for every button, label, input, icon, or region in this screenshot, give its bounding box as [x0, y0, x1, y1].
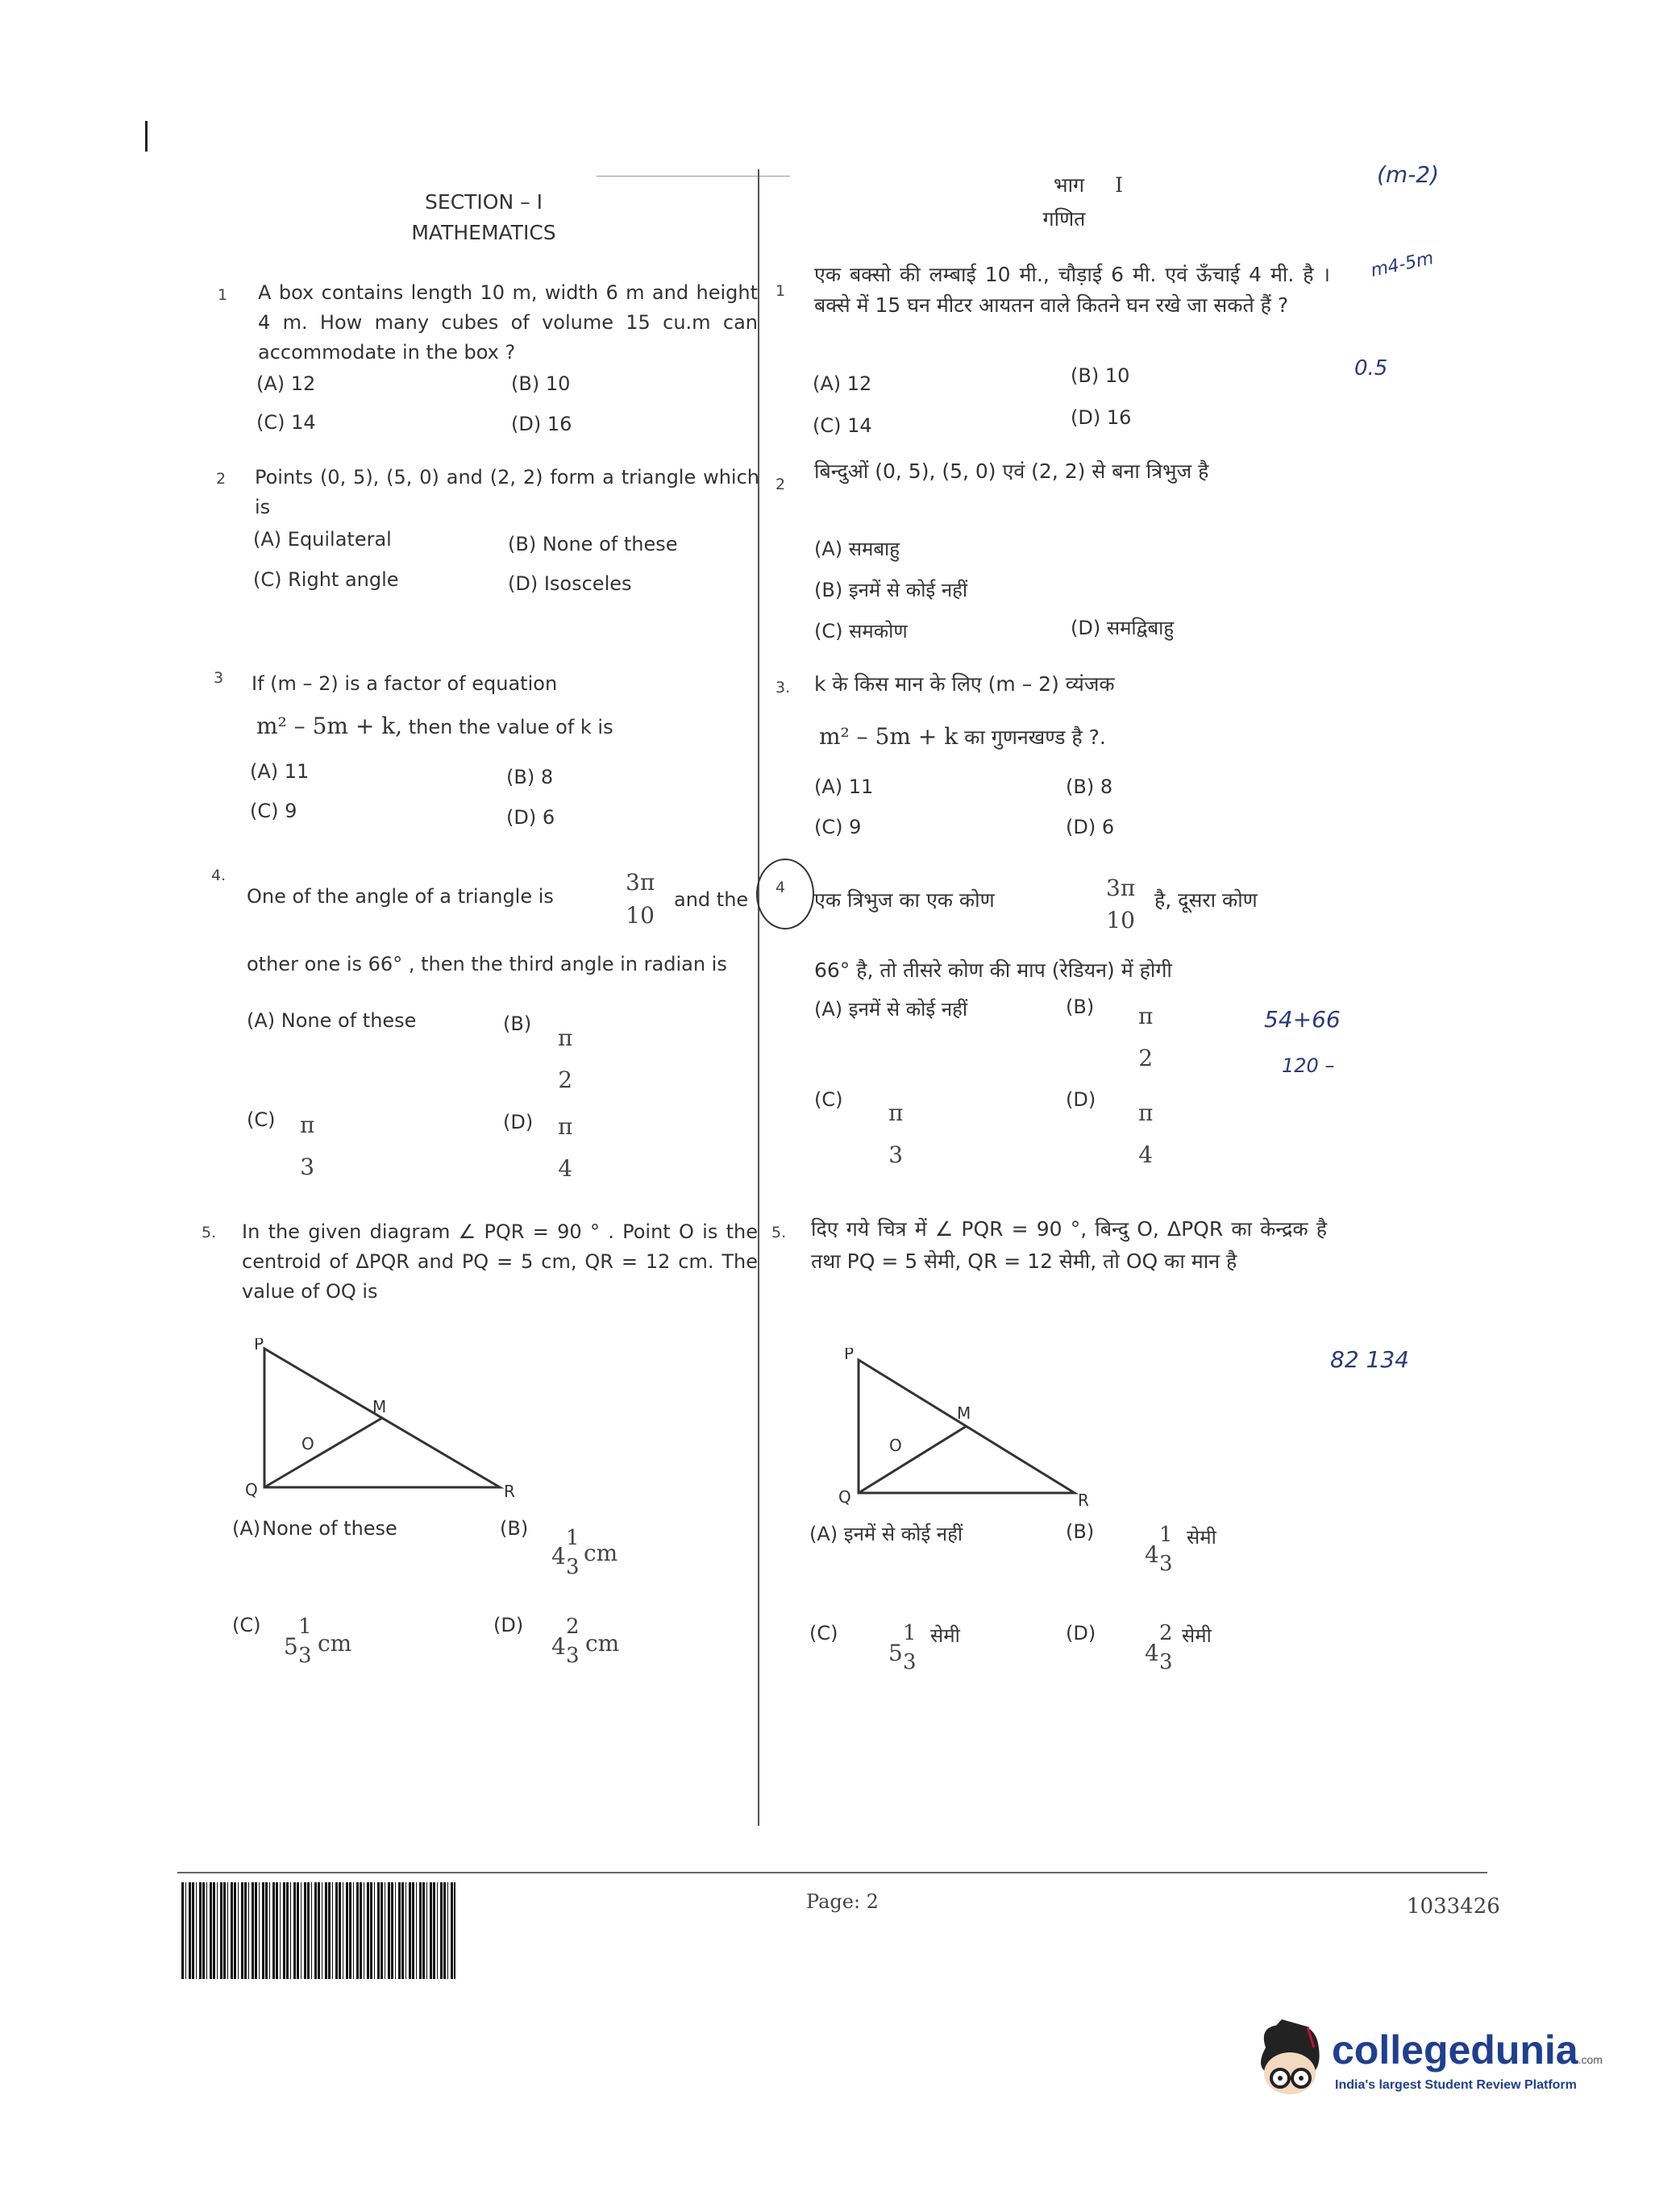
option-b: (B) इनमें से कोई नहीं	[814, 579, 968, 601]
question-number: 2	[216, 470, 227, 488]
hi-section-label: भाग	[1054, 173, 1085, 197]
handwritten-note: (m-2)	[1377, 161, 1440, 188]
option-b: (B)	[503, 1012, 532, 1035]
fraction: $\frac{3\pi}{10}$	[626, 867, 655, 932]
top-rule	[597, 176, 790, 177]
question-text-post: 66° है, तो तीसरे कोण की माप (रेडियन) में होगी	[814, 958, 1172, 982]
option-c: (C) Right angle	[253, 568, 399, 591]
option-b: (B) None of these	[508, 533, 678, 555]
question-expression	[256, 711, 756, 742]
hi-subject-title: गणित	[1042, 207, 1086, 231]
hi-section-title	[983, 171, 1193, 198]
question-text: k के किस मान के लिए (m – 2) व्यंजक	[814, 672, 1115, 696]
option-c: (C) समकोण	[814, 620, 908, 642]
option-c: (C) 14	[256, 411, 316, 434]
column-divider	[758, 169, 759, 1826]
label-o: O	[889, 1436, 902, 1455]
brand-name	[1332, 2027, 1603, 2073]
question-number: 3.	[776, 679, 791, 696]
question-text-mid: है, दूसरा कोण	[1154, 888, 1258, 912]
footer-rule	[177, 1872, 1487, 1873]
question-text-mid: and the	[674, 888, 749, 911]
question-text: बिन्दुओं (0, 5), (5, 0) एवं (2, 2) से बना त्रिभुज है	[814, 459, 1209, 483]
question-text-post: then the value of k is	[408, 716, 613, 738]
option-d: (D)	[503, 1111, 534, 1133]
question-text-post: का गुणनखण्ड है ?.	[964, 726, 1106, 749]
option-d: (D)	[1066, 1088, 1096, 1111]
option-a: (A) Equilateral	[253, 528, 392, 551]
option-c: (C) 14	[813, 414, 872, 437]
option-c: (C)	[232, 1614, 261, 1636]
option-d-fraction: π 4	[1138, 1100, 1154, 1168]
en-subject-title: MATHEMATICS	[411, 221, 556, 244]
handwritten-note: 0.5	[1354, 356, 1388, 380]
question-number: 1	[776, 282, 786, 300]
handwritten-note: 82 134	[1330, 1346, 1409, 1373]
option-d-fraction: π 4	[558, 1113, 573, 1182]
option-a: (A) 11	[250, 760, 310, 783]
handwritten-note: 120 –	[1282, 1054, 1335, 1077]
question-number: 4.	[211, 867, 227, 884]
question-text: एक त्रिभुज का एक कोण	[814, 888, 995, 912]
option-c-fraction: π 3	[300, 1112, 315, 1180]
question-expression	[819, 721, 1335, 752]
option-c: (C) 9	[814, 816, 862, 838]
page-number: Page: 2	[806, 1890, 879, 1913]
option-a: (A) 12	[256, 372, 316, 395]
question-text: Points (0, 5), (5, 0) and (2, 2) form a triangle which is	[255, 466, 759, 518]
option-d: (D) 16	[1071, 406, 1132, 429]
option-a: (A)None of these	[232, 1517, 397, 1540]
option-c: (C)	[814, 1088, 843, 1111]
question-text: A box contains length 10 m, width 6 m and height 4 m. How many cubes of volume 15 cu.m can accommodate in the box ?	[258, 281, 758, 364]
option-b: (B) 10	[511, 372, 571, 395]
handwritten-note: m4-5m	[1369, 248, 1436, 281]
option-b: (B) 10	[1071, 364, 1130, 387]
question-number: 4	[776, 879, 786, 896]
expression: m² – 5m + k	[819, 723, 959, 750]
option-c: (C)	[809, 1622, 838, 1644]
question-number: 5.	[771, 1224, 787, 1241]
brand-logo	[1241, 2015, 1661, 2104]
option-a: (A) इनमें से कोई नहीं	[809, 1523, 963, 1545]
option-c-fraction: π 3	[888, 1100, 904, 1168]
expression: m² – 5m + k,	[256, 713, 403, 739]
label-p: P	[844, 1348, 855, 1363]
label-p: P	[254, 1338, 264, 1353]
option-c: (C) 9	[250, 800, 297, 822]
question-number: 2	[776, 476, 786, 493]
label-m: M	[957, 1403, 971, 1423]
question-number: 3	[214, 669, 224, 687]
en-section-title: SECTION – I	[425, 190, 543, 214]
label-r: R	[504, 1482, 515, 1499]
margin-mark	[145, 121, 148, 152]
option-d: (D) 6	[506, 806, 555, 829]
brand-suffix: .com	[1578, 2053, 1603, 2066]
label-r: R	[1078, 1491, 1089, 1509]
option-d: (D) 16	[511, 413, 572, 435]
option-d: (D) Isosceles	[508, 572, 632, 595]
label-m: M	[372, 1397, 387, 1416]
brand-name-text: collegedunia	[1332, 2027, 1578, 2073]
option-a: (A) 11	[814, 775, 874, 798]
label-o: O	[301, 1434, 314, 1453]
option-c: (C)	[247, 1108, 276, 1131]
brand-tagline: India's largest Student Review Platform	[1335, 2078, 1577, 2092]
question-text: दिए गये चित्र में ∠ PQR = 90 °, बिन्दु O, ΔPQR का केन्द्रक है तथा PQ = 5 सेमी, QR = 12 सेमी, तो OQ का मान है	[811, 1217, 1327, 1273]
option-b: (B) 8	[1066, 775, 1113, 798]
option-a: (A) None of these	[247, 1009, 417, 1032]
option-b: (B)	[1066, 996, 1095, 1018]
option-d: (D)	[1066, 1622, 1096, 1644]
triangle-diagram	[834, 1348, 1100, 1509]
question-number: 1	[218, 286, 228, 304]
option-b: (B)	[1066, 1520, 1095, 1543]
question-number: 5.	[202, 1224, 217, 1241]
option-a: (A) समबाहु	[814, 538, 900, 560]
triangle-diagram	[234, 1338, 524, 1499]
handwritten-note: 54+66	[1264, 1006, 1341, 1033]
option-b-fraction: π 2	[558, 1025, 573, 1093]
question-text: In the given diagram ∠ PQR = 90 ° . Point O is the centroid of ΔPQR and PQ = 5 cm, QR = 12 cm. The value of OQ is	[242, 1220, 758, 1303]
label-q: Q	[245, 1480, 258, 1499]
question-text: If (m – 2) is a factor of equation	[252, 672, 558, 695]
option-a: (A) 12	[813, 372, 872, 395]
barcode	[181, 1882, 455, 1979]
option-d: (D) समद्विबाहु	[1071, 617, 1175, 639]
option-a: (A) इनमें से कोई नहीं	[814, 998, 968, 1021]
paper-code: 1033426	[1407, 1894, 1500, 1919]
option-b: (B)	[500, 1517, 529, 1540]
option-d: (D) 6	[1066, 816, 1115, 838]
option-d: (D)	[493, 1614, 524, 1636]
hi-section-num: I	[1115, 173, 1123, 197]
mascot-icon	[1241, 2015, 1338, 2104]
question-text: One of the angle of a triangle is	[247, 885, 554, 908]
label-q: Q	[838, 1487, 851, 1507]
question-text-post: other one is 66° , then the third angle in radian is	[247, 953, 727, 975]
question-text: एक बक्सो की लम्बाई 10 मी., चौड़ाई 6 मी. एवं ऊँचाई 4 मी. है । बक्से में 15 घन मीटर आयतन वाले कितने घन रखे जा सकते हैं ?	[814, 263, 1330, 317]
fraction: 3π 10	[1106, 875, 1136, 933]
option-b: (B) 8	[506, 766, 554, 788]
option-b-fraction: π 2	[1138, 1003, 1154, 1071]
